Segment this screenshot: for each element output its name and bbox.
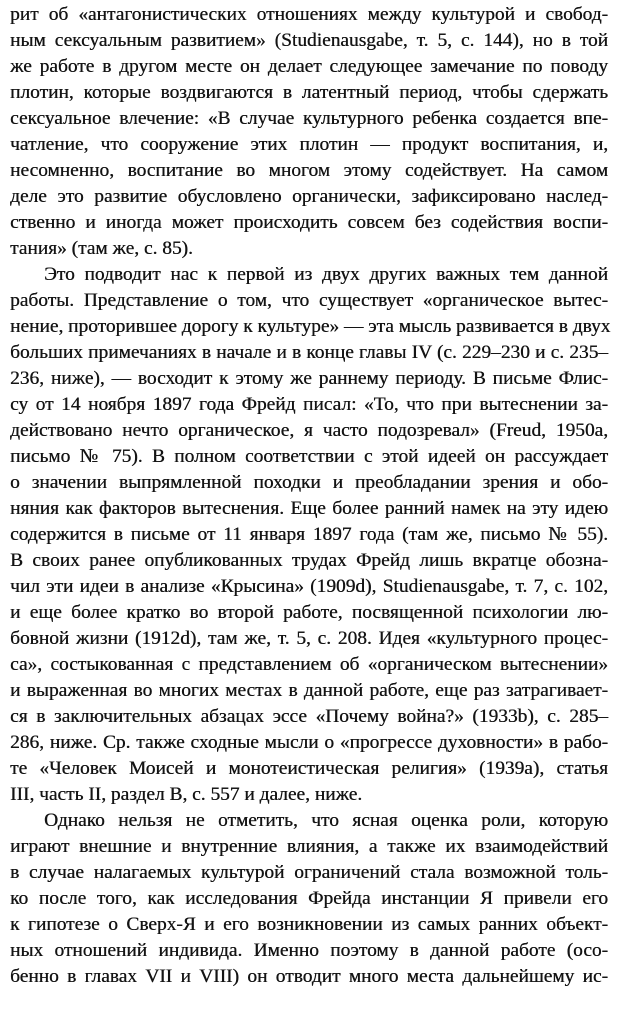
text-line: тания» (там же, с. 85). xyxy=(10,238,193,259)
text-line: бенно в главах VII и VIII) он отводит много места дальнейшему ис- xyxy=(10,966,608,987)
text-line: и еще более кратко во второй работе, посвященной психологии лю- xyxy=(10,602,608,623)
text-line: письмо № 75). В полном соответствии с этой идеей он рассуждает xyxy=(10,446,608,467)
text-line: о значении выпрямленной походки и преобладании зрения и обо- xyxy=(10,472,608,493)
text-line: су от 14 ноября 1897 года Фрейд писал: «То, что при вытеснении за- xyxy=(10,394,608,415)
text-line: плотин, которые воздвигаются в латентный период, чтобы сдержать xyxy=(10,82,608,103)
text-line: ным сексуальным развитием» (Studienausgabe, т. 5, с. 144), но в той xyxy=(10,30,608,51)
text-line: няния как факторов вытеснения. Еще более ранний намек на эту идею xyxy=(10,498,608,519)
text-line: бовной жизни (1912d), там же, т. 5, с. 208. Идея «культурного процес- xyxy=(10,628,608,649)
text-line: сексуальное влечение: «В случае культурного ребенка создается впе- xyxy=(10,108,608,129)
text-line: чатление, что сооружение этих плотин — продукт воспитания, и, xyxy=(10,134,608,155)
paragraph-first-line: Это подводит нас к первой из двух других важных тем данной xyxy=(44,264,608,285)
text-line: 286, ниже. Ср. также сходные мысли о «прогрессе духовности» в рабо- xyxy=(10,732,608,753)
text-line: и выраженная во многих местах в данной работе, еще раз затрагивает- xyxy=(10,680,608,701)
text-line: играют внешние и внутренние влияния, а также их взаимодействий xyxy=(10,836,608,857)
text-line: ся в заключительных абзацах эссе «Почему война?» (1933b), с. 285– xyxy=(10,706,608,727)
text-line: содержится в письме от 11 января 1897 года (там же, письмо № 55). xyxy=(10,524,608,545)
text-line: в случае налагаемых культурой ограничений стала возможной толь- xyxy=(10,862,608,883)
text-line: III, часть II, раздел В, с. 557 и далее, ниже. xyxy=(10,784,363,805)
text-line: В своих ранее опубликованных трудах Фрейд лишь вкратце обозна- xyxy=(10,550,608,571)
text-line: чил эти идеи в анализе «Крысина» (1909d), Studienausgabe, т. 7, с. 102, xyxy=(10,576,608,597)
text-line: ко после того, как исследования Фрейда инстанции Я привели его xyxy=(10,888,608,909)
text-line: несомненно, воспитание во многом этому содействует. На самом xyxy=(10,160,608,181)
text-line: ственно и иногда может происходить совсем без содействия воспи- xyxy=(10,212,608,233)
text-line: те «Человек Моисей и монотеистическая религия» (1939a), статья xyxy=(10,758,608,779)
text-line: работы. Представление о том, что существует «органическое вытес- xyxy=(10,290,608,311)
text-line: нение, проторившее дорогу к культуре» — эта мысль развивается в двух xyxy=(10,316,611,337)
text-line: 236, ниже), — восходит к этому же раннему периоду. В письме Флис- xyxy=(10,368,608,389)
text-line: деле это развитие обусловлено органически, зафиксировано наслед- xyxy=(10,186,608,207)
paragraph-first-line: Однако нельзя не отметить, что ясная оценка роли, которую xyxy=(44,810,608,831)
text-line: ных отношений индивида. Именно поэтому в данной работе (осо- xyxy=(10,940,608,961)
text-line: к гипотезе о Сверх-Я и его возникновении из самых ранних объект- xyxy=(10,914,608,935)
text-line: действовано нечто органическое, я часто подозревал» (Freud, 1950a, xyxy=(10,420,608,441)
text-line: рит об «антагонистических отношениях между культурой и свобод- xyxy=(10,4,608,25)
text-line: же работе в другом месте он делает следующее замечание по поводу xyxy=(10,56,608,77)
text-line: больших примечаниях в начале и в конце главы IV (с. 229–230 и с. 235– xyxy=(10,342,608,363)
text-line: са», состыкованная с представлением об «органическом вытеснении» xyxy=(10,654,608,675)
